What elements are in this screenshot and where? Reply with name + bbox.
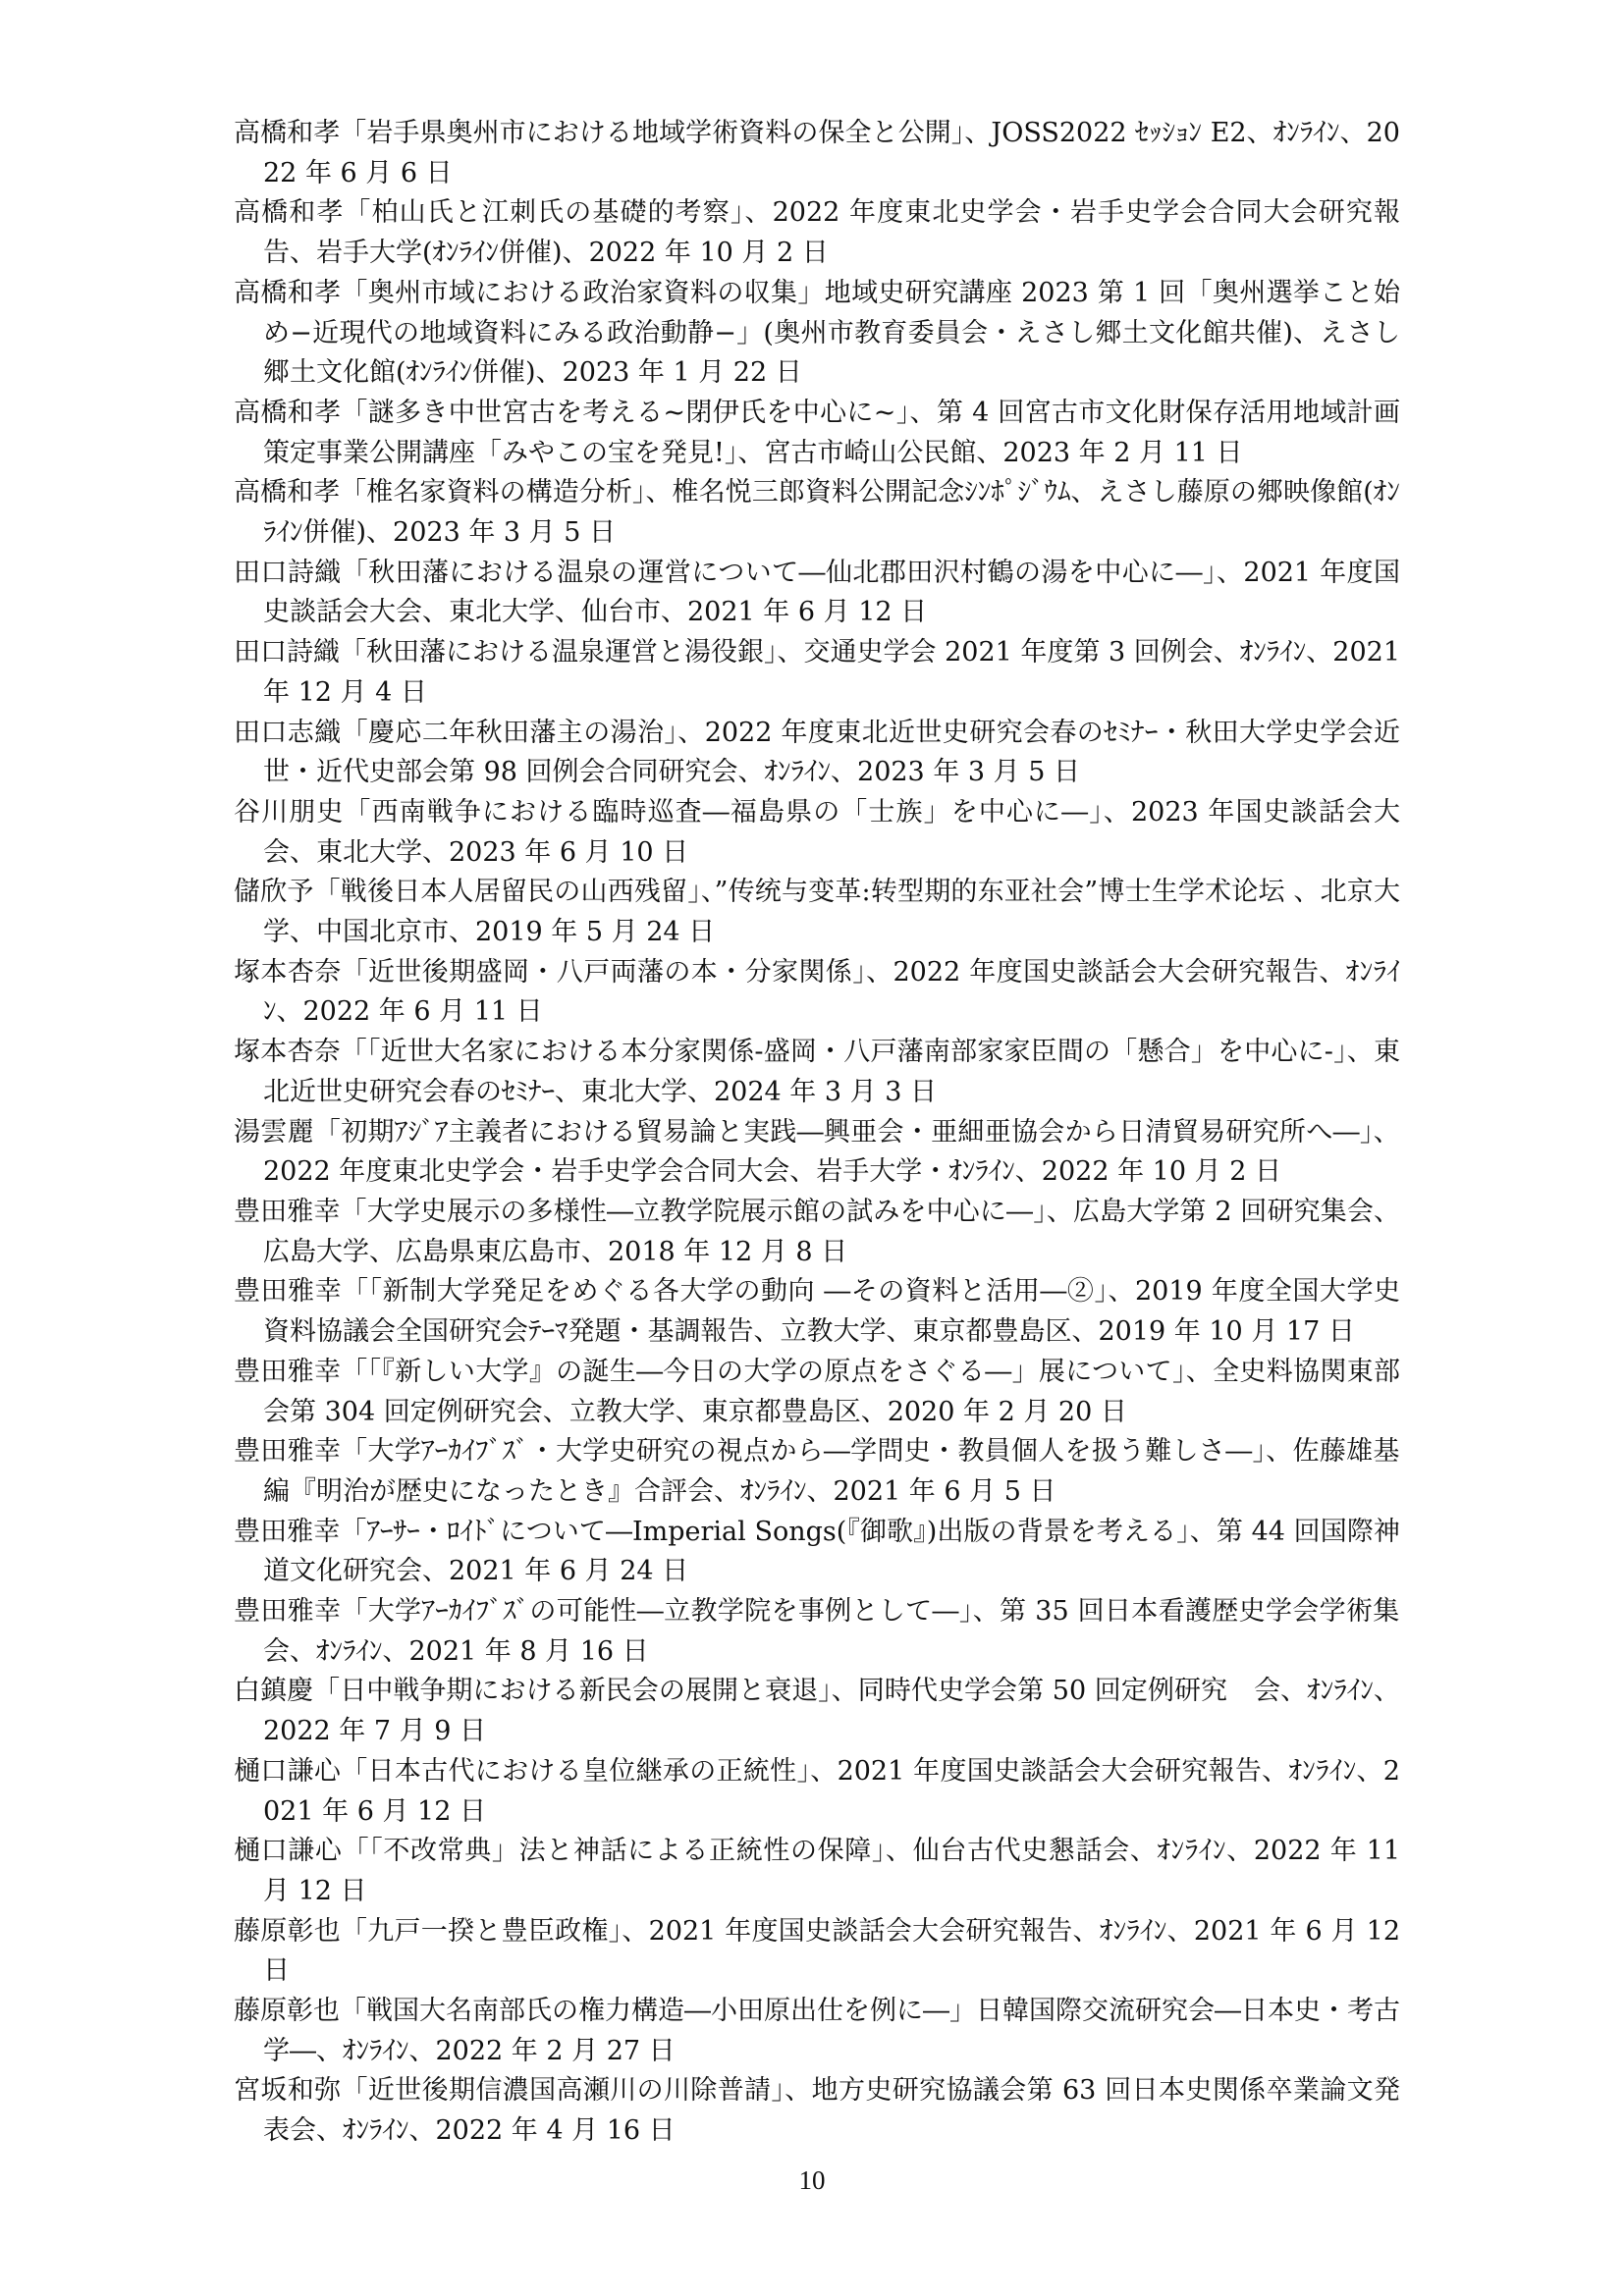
list-item: 高橋和孝「奥州市域における政治家資料の収集」地域史研究講座 2023 第 1 回「奥州選挙こと始め−近現代の地域資料にみる政治動静−」(奥州市教育委員会・えさし郷土文化館共催)、えさし郷土文化館(ｵﾝﾗｲﾝ併催)、2023 年 1 月 22 日 <box>234 277 1400 389</box>
list-item: 湯雲麗「初期ｱｼﾞｱ主義者における貿易論と実践―興亜会・亜細亜協会から日清貿易研究所へ―」、2022 年度東北史学会・岩手史学会合同大会、岩手大学・ｵﾝﾗｲﾝ、2022 年 10 月 2 日 <box>234 1116 1400 1188</box>
list-item: 豊田雅幸「「新制大学発足をめぐる各大学の動向 ―その資料と活用―②」、2019 年度全国大学史資料協議会全国研究会ﾃｰﾏ発題・基調報告、立教大学、東京都豊島区、2019 年 10 月 17 日 <box>234 1276 1400 1348</box>
list-item: 田口詩織「秋田藩における温泉運営と湯役銀」、交通史学会 2021 年度第 3 回例会、ｵﾝﾗｲﾝ、2021 年 12 月 4 日 <box>234 637 1400 708</box>
list-item: 藤原彰也「九戸一揆と豊臣政権」、2021 年度国史談話会大会研究報告、ｵﾝﾗｲﾝ、2021 年 6 月 12 日 <box>234 1915 1400 1987</box>
list-item: 豊田雅幸「大学ｱｰｶｲﾌﾞｽﾞの可能性―立教学院を事例として―」、第 35 回日本看護歴史学会学術集会、ｵﾝﾗｲﾝ、2021 年 8 月 16 日 <box>234 1596 1400 1667</box>
list-item: 儲欣予「戦後日本人居留民の山西残留」、”传统与变革:转型期的东亚社会”博士生学术论坛 、北京大学、中国北京市、2019 年 5 月 24 日 <box>234 877 1400 948</box>
list-item: 田口志織「慶応二年秋田藩主の湯治」、2022 年度東北近世史研究会春のｾﾐﾅｰ・秋田大学史学会近世・近代史部会第 98 回例会合同研究会、ｵﾝﾗｲﾝ、2023 年 3 月 5 日 <box>234 717 1400 788</box>
list-item: 樋口謙心「「不改常典」法と神話による正統性の保障」、仙台古代史懇話会、ｵﾝﾗｲﾝ、2022 年 11 月 12 日 <box>234 1836 1400 1906</box>
list-item: 藤原彰也「戦国大名南部氏の権力構造―小田原出仕を例に―」日韓国際交流研究会―日本史・考古学―、ｵﾝﾗｲﾝ、2022 年 2 月 27 日 <box>234 1996 1400 2066</box>
list-item: 豊田雅幸「ｱｰｻｰ・ﾛｲﾄﾞについて―Imperial Songs(『御歌』)出版の背景を考える」、第 44 回国際神道文化研究会、2021 年 6 月 24 日 <box>234 1516 1400 1587</box>
list-item: 白鎮慶「日中戦争期における新民会の展開と衰退」、同時代史学会第 50 回定例研究 会、ｵﾝﾗｲﾝ、2022 年 7 月 9 日 <box>234 1676 1400 1747</box>
list-item: 樋口謙心「日本古代における皇位継承の正統性」、2021 年度国史談話会大会研究報告、ｵﾝﾗｲﾝ、2021 年 6 月 12 日 <box>234 1755 1400 1827</box>
list-item: 塚本杏奈「近世後期盛岡・八戸両藩の本・分家関係」、2022 年度国史談話会大会研究報告、ｵﾝﾗｲﾝ、2022 年 6 月 11 日 <box>234 956 1400 1028</box>
list-item: 高橋和孝「椎名家資料の構造分析」、椎名悦三郎資料公開記念ｼﾝﾎﾟｼﾞｳﾑ、えさし藤原の郷映像館(ｵﾝﾗｲﾝ併催)、2023 年 3 月 5 日 <box>234 477 1400 549</box>
list-item: 高橋和孝「柏山氏と江刺氏の基礎的考察」、2022 年度東北史学会・岩手史学会合同大会研究報告、岩手大学(ｵﾝﾗｲﾝ併催)、2022 年 10 月 2 日 <box>234 197 1400 269</box>
list-item: 塚本杏奈「「近世大名家における本分家関係-盛岡・八戸藩南部家家臣間の「懸合」を中心に-」、東北近世史研究会春のｾﾐﾅｰ、東北大学、2024 年 3 月 3 日 <box>234 1037 1400 1107</box>
list-item: 谷川朋史「西南戦争における臨時巡査―福島県の「士族」を中心に―」、2023 年国史談話会大会、東北大学、2023 年 6 月 10 日 <box>234 796 1400 868</box>
list-item: 高橋和孝「岩手県奥州市における地域学術資料の保全と公開」、JOSS2022 ｾｯｼｮﾝ E2、ｵﾝﾗｲﾝ、2022 年 6 月 6 日 <box>234 118 1400 188</box>
list-item: 豊田雅幸「大学史展示の多様性―立教学院展示館の試みを中心に―」、広島大学第 2 回研究集会、広島大学、広島県東広島市、2018 年 12 月 8 日 <box>234 1196 1400 1267</box>
list-item: 豊田雅幸「大学ｱｰｶｲﾌﾞｽﾞ・大学史研究の視点から―学問史・教員個人を扱う難しさ―」、佐藤雄基編『明治が歴史になったとき』合評会、ｵﾝﾗｲﾝ、2021 年 6 月 5 日 <box>234 1436 1400 1507</box>
list-item: 高橋和孝「謎多き中世宮古を考える~閉伊氏を中心に~」、第 4 回宮古市文化財保存活用地域計画策定事業公開講座「みやこの宝を発見!」、宮古市崎山公民館、2023 年 2 月 11 日 <box>234 397 1400 468</box>
list-item: 宮坂和弥「近世後期信濃国高瀬川の川除普請」、地方史研究協議会第 63 回日本史関係卒業論文発表会、ｵﾝﾗｲﾝ、2022 年 4 月 16 日 <box>234 2075 1400 2147</box>
list-item: 豊田雅幸「「『新しい大学』の誕生―今日の大学の原点をさぐる―」展について」、全史料協関東部会第 304 回定例研究会、立教大学、東京都豊島区、2020 年 2 月 20 日 <box>234 1356 1400 1427</box>
list-item: 田口詩織「秋田藩における温泉の運営について―仙北郡田沢村鶴の湯を中心に―」、2021 年度国史談話会大会、東北大学、仙台市、2021 年 6 月 12 日 <box>234 557 1400 628</box>
presentation-list <box>234 114 1400 2152</box>
page-number: 10 <box>798 2165 826 2195</box>
